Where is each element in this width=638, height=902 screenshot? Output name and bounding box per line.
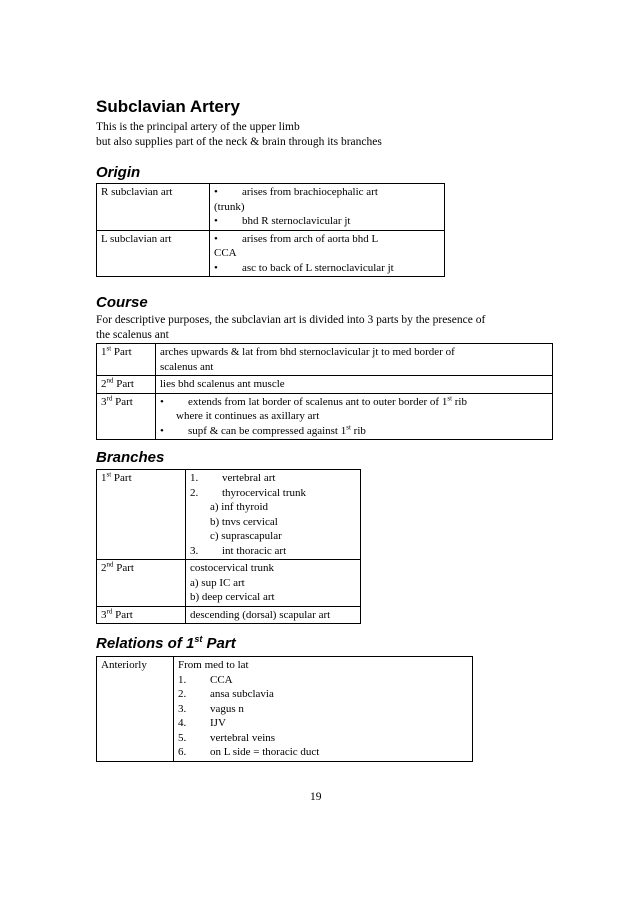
- table-row: [97, 393, 553, 440]
- table-row: [97, 470, 361, 560]
- origin-label: R subclavian art: [97, 184, 210, 231]
- part-label: 3rd Part: [97, 606, 186, 624]
- branches-cell: descending (dorsal) scapular art: [186, 606, 361, 624]
- bullet-icon: •: [160, 395, 164, 408]
- table-row: [97, 344, 553, 376]
- relations-heading: Relations of 1st Part: [96, 634, 236, 652]
- bullet-icon: •: [214, 232, 218, 245]
- origin-heading: Origin: [96, 164, 141, 181]
- branches-table: [96, 469, 361, 624]
- table-row: [97, 606, 361, 624]
- part-label: 1st Part: [97, 344, 156, 376]
- table-row: [97, 657, 473, 762]
- course-heading: Course: [96, 294, 148, 311]
- course-cell: arches upwards & lat from bhd sternoclavicular jt to med border of scalenus ant: [156, 344, 553, 376]
- table-row: [97, 184, 445, 231]
- page-number: 19: [310, 791, 322, 803]
- table-row: [97, 230, 445, 277]
- part-label: 2nd Part: [97, 560, 186, 607]
- course-cell: lies bhd scalenus ant muscle: [156, 376, 553, 394]
- origin-cell: • arises from arch of aorta bhd L CCA • asc to back of L sternoclavicular jt: [210, 230, 445, 277]
- part-label: 1st Part: [97, 470, 186, 560]
- intro-text: This is the principal artery of the upper limb but also supplies part of the neck & brain through its branches: [96, 121, 382, 148]
- page-title: Subclavian Artery: [96, 97, 240, 116]
- bullet-icon: •: [214, 186, 218, 198]
- course-table: [96, 343, 553, 440]
- branches-heading: Branches: [96, 449, 165, 466]
- table-row: [97, 560, 361, 607]
- origin-label: L subclavian art: [97, 230, 210, 277]
- relations-label: Anteriorly: [97, 657, 174, 762]
- bullet-icon: •: [214, 261, 218, 274]
- origin-table: [96, 183, 445, 277]
- relations-table: [96, 656, 473, 762]
- branches-cell: 1. vertebral art 2. thyrocervical trunk a) inf thyroid b) tnvs cervical c) suprascapular 3. int thoracic art: [186, 470, 361, 560]
- course-intro: For descriptive purposes, the subclavian art is divided into 3 parts by the presence of the scalenus ant: [96, 314, 486, 341]
- branches-cell: costocervical trunk a) sup IC art b) deep cervical art: [186, 560, 361, 607]
- course-cell: • extends from lat border of scalenus ant to outer border of 1st rib where it continues as axillary art • supf & can be compressed against 1st rib: [156, 393, 553, 440]
- origin-cell: • arises from brachiocephalic art (trunk) • bhd R sternoclavicular jt: [210, 184, 445, 231]
- part-label: 2nd Part: [97, 376, 156, 394]
- part-label: 3rd Part: [97, 393, 156, 440]
- table-row: [97, 376, 553, 394]
- bullet-icon: •: [160, 424, 164, 437]
- bullet-icon: •: [214, 215, 218, 227]
- relations-cell: From med to lat 1. CCA 2. ansa subclavia 3. vagus n 4. IJV 5. vertebral veins 6. on L side = thoracic duct: [174, 657, 473, 762]
